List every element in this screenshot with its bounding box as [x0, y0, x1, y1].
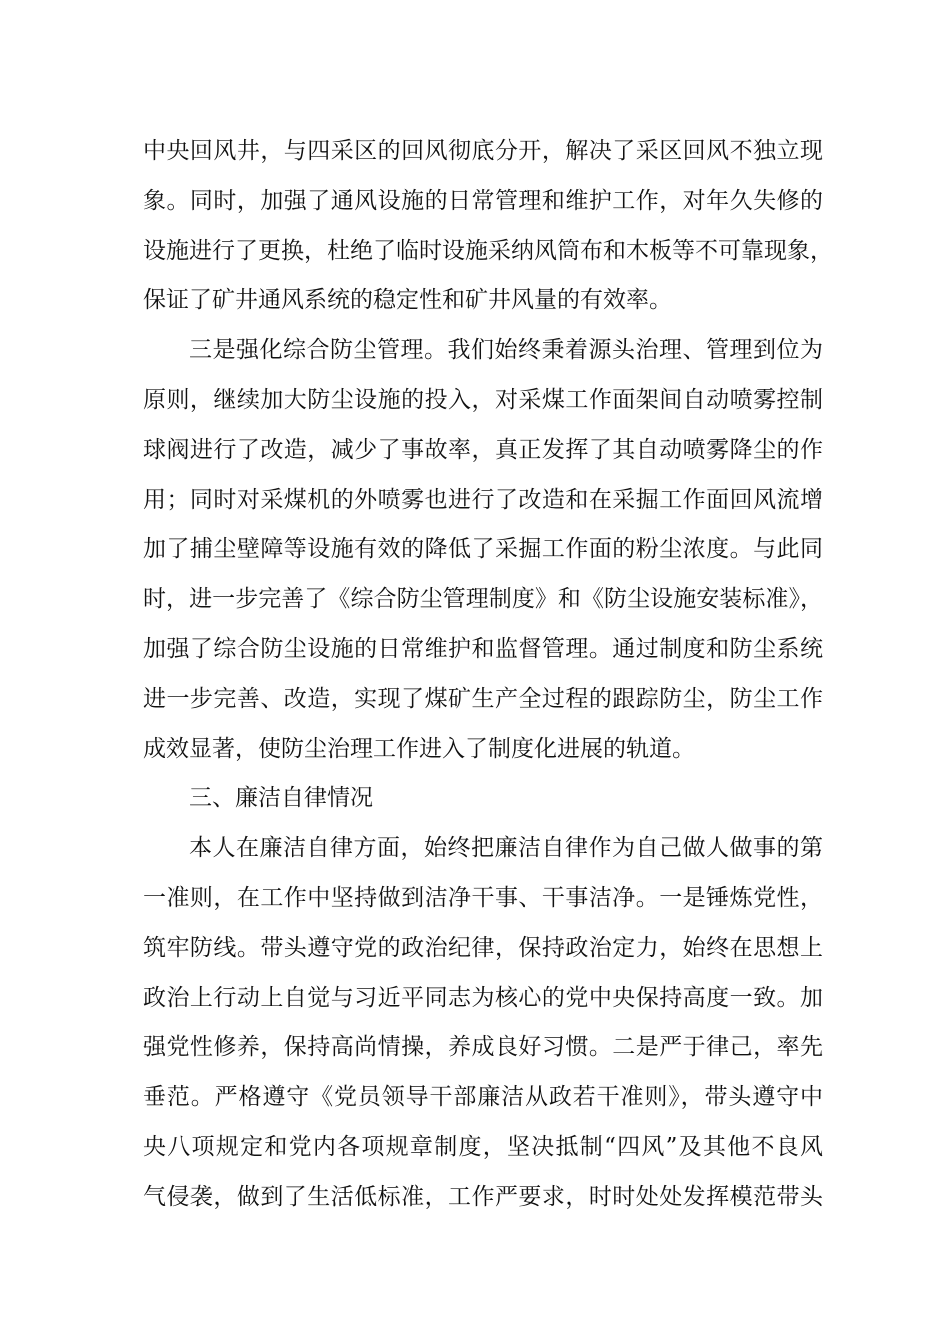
text-line: 保证了矿井通风系统的稳定性和矿井风量的有效率。 — [143, 287, 672, 314]
text-line: 垂范。严格遵守《党员领导干部廉洁从政若干准则》，带头遵守中 — [143, 1084, 823, 1111]
text-line: 中央回风井，与四采区的回风彻底分开，解决了采区回风不独立现 — [143, 138, 823, 164]
text-line: 用；同时对采煤机的外喷雾也进行了改造和在采掘工作面回风流增 — [143, 486, 823, 513]
text-line: 原则，继续加大防尘设施的投入，对采煤工作面架间自动喷雾控制 — [143, 386, 823, 413]
text-line: 强党性修养，保持高尚情操，养成良好习惯。二是严于律己，率先 — [143, 1034, 823, 1061]
section-heading: 三、廉洁自律情况 — [189, 785, 373, 812]
text-line: 气侵袭，做到了生活低标准，工作严要求，时时处处发挥模范带头 — [143, 1183, 823, 1210]
text-line: 进一步完善、改造，实现了煤矿生产全过程的跟踪防尘，防尘工作 — [143, 685, 823, 712]
paragraph-first-line: 三是强化综合防尘管理。我们始终秉着源头治理、管理到位为 — [189, 337, 823, 364]
text-line: 时，进一步完善了《综合防尘管理制度》和《防尘设施安装标准》， — [143, 586, 823, 613]
text-line: 球阀进行了改造，减少了事故率，真正发挥了其自动喷雾降尘的作 — [143, 436, 823, 463]
text-line: 央八项规定和党内各项规章制度，坚决抵制“四风”及其他不良风 — [143, 1133, 823, 1160]
text-line: 象。同时，加强了通风设施的日常管理和维护工作，对年久失修的 — [143, 187, 823, 214]
text-line: 加了捕尘壁障等设施有效的降低了采掘工作面的粉尘浓度。与此同 — [143, 536, 823, 563]
text-line: 筑牢防线。带头遵守党的政治纪律，保持政治定力，始终在思想上 — [143, 934, 823, 961]
text-line: 加强了综合防尘设施的日常维护和监督管理。通过制度和防尘系统 — [143, 635, 823, 662]
text-line: 一准则，在工作中坚持做到洁净干事、干事洁净。一是锤炼党性， — [143, 884, 823, 911]
body-text — [143, 127, 833, 1223]
paragraph-first-line: 本人在廉洁自律方面，始终把廉洁自律作为自己做人做事的第 — [189, 835, 823, 862]
text-line: 设施进行了更换，杜绝了临时设施采纳风筒布和木板等不可靠现象， — [143, 237, 833, 264]
text-line: 政治上行动上自觉与习近平同志为核心的党中央保持高度一致。加 — [143, 984, 823, 1011]
text-line: 成效显著，使防尘治理工作进入了制度化进展的轨道。 — [143, 735, 695, 762]
